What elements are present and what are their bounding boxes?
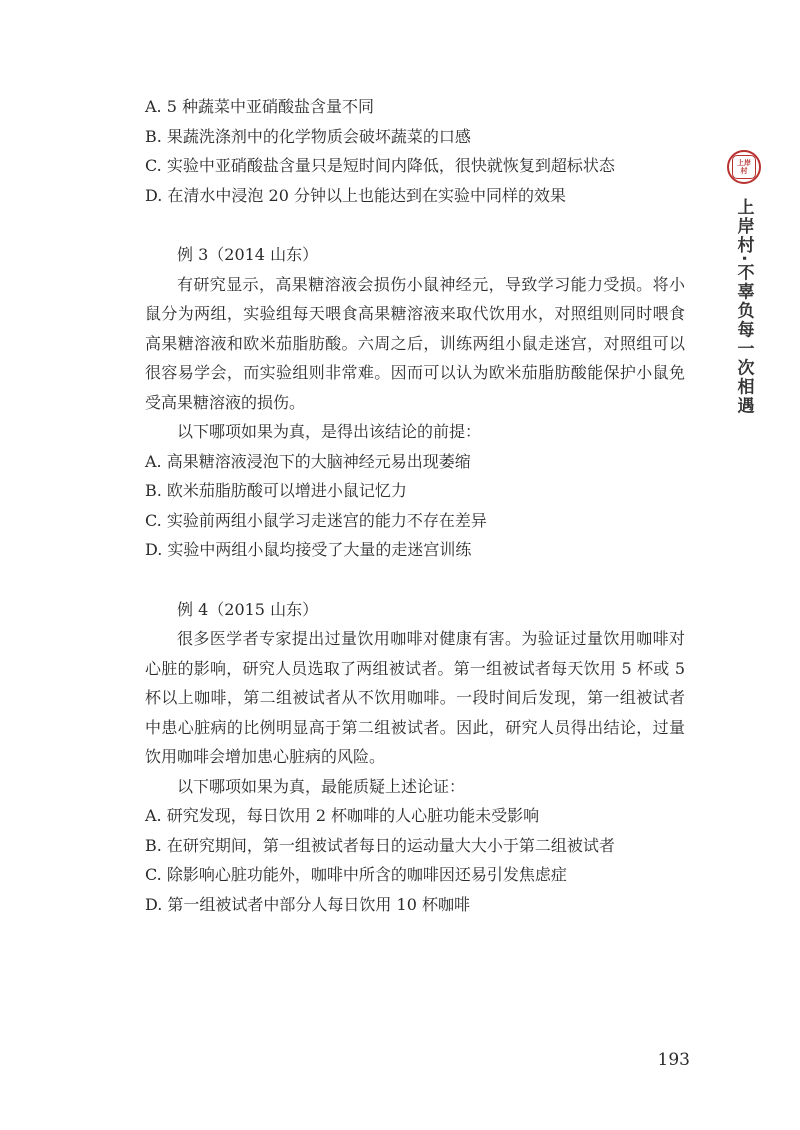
example-title: 例 3（2014 山东） — [177, 245, 319, 264]
previous-options — [145, 92, 685, 210]
option-d: D. 实验中两组小鼠均接受了大量的走迷宫训练 — [145, 540, 472, 559]
option-c: C. 除影响心脏功能外，咖啡中所含的咖啡因还易引发焦虑症 — [145, 865, 567, 884]
option-c: C. 实验中亚硝酸盐含量只是短时间内降低，很快就恢复到超标状态 — [145, 156, 615, 175]
example-4 — [145, 595, 685, 920]
example-title: 例 4（2015 山东） — [177, 599, 319, 619]
example-question: 以下哪项如果为真，是得出该结论的前提： — [177, 422, 482, 441]
option-c: C. 实验前两组小鼠学习走迷宫的能力不存在差异 — [145, 510, 487, 530]
spacer — [145, 565, 685, 595]
option-d: D. 在清水中浸泡 20 分钟以上也能达到在实验中同样的效果 — [145, 185, 566, 205]
example-passage: 很多医学者专家提出过量饮用咖啡对健康有害。为验证过量饮用咖啡对心脏的影响，研究人员选取了两组被试者。第一组被试者每天饮用 5 杯或 5 杯以上咖啡，第二组被试者从不饮用咖啡。一段时间后发现，第一组被试者中患心脏病的比例明显高于第二组被试者。因此，研究人员得出结论，过量饮用咖啡会增加患心脏病的风险。 — [145, 629, 685, 766]
page-number: 193 — [657, 1050, 690, 1070]
option-a: A. 高果糖溶液浸泡下的大脑神经元易出现萎缩 — [145, 451, 471, 471]
seal-logo-text: 上岸村 — [737, 159, 751, 175]
option-b: B. 在研究期间，第一组被试者每日的运动量大大小于第二组被试者 — [145, 835, 615, 855]
example-passage: 有研究显示，高果糖溶液会损伤小鼠神经元，导致学习能力受损。将小鼠分为两组，实验组每天喂食高果糖溶液来取代饮用水，对照组则同时喂食高果糖溶液和欧米茄脂肪酸。六周之后，训练两组小鼠走迷宫，对照组可以很容易学会，而实验组则非常难。因而可以认为欧米茄脂肪酸能保护小鼠免受高果糖溶液的损伤。 — [145, 274, 685, 412]
example-question: 以下哪项如果为真，最能质疑上述论证： — [177, 776, 466, 796]
option-b: B. 欧米茄脂肪酸可以增进小鼠记忆力 — [145, 481, 407, 500]
side-brand — [722, 150, 766, 415]
option-a: A. 研究发现，每日饮用 2 杯咖啡的人心脏功能未受影响 — [145, 806, 540, 825]
side-slogan: 上岸村·不辜负每一次相遇 — [733, 198, 754, 416]
example-3 — [145, 240, 685, 565]
option-a: A. 5 种蔬菜中亚硝酸盐含量不同 — [145, 97, 374, 116]
spacer — [145, 210, 685, 240]
option-b: B. 果蔬洗涤剂中的化学物质会破坏蔬菜的口感 — [145, 126, 471, 146]
seal-logo-icon — [727, 150, 761, 184]
page-content — [145, 92, 685, 919]
option-d: D. 第一组被试者中部分人每日饮用 10 杯咖啡 — [145, 894, 470, 914]
